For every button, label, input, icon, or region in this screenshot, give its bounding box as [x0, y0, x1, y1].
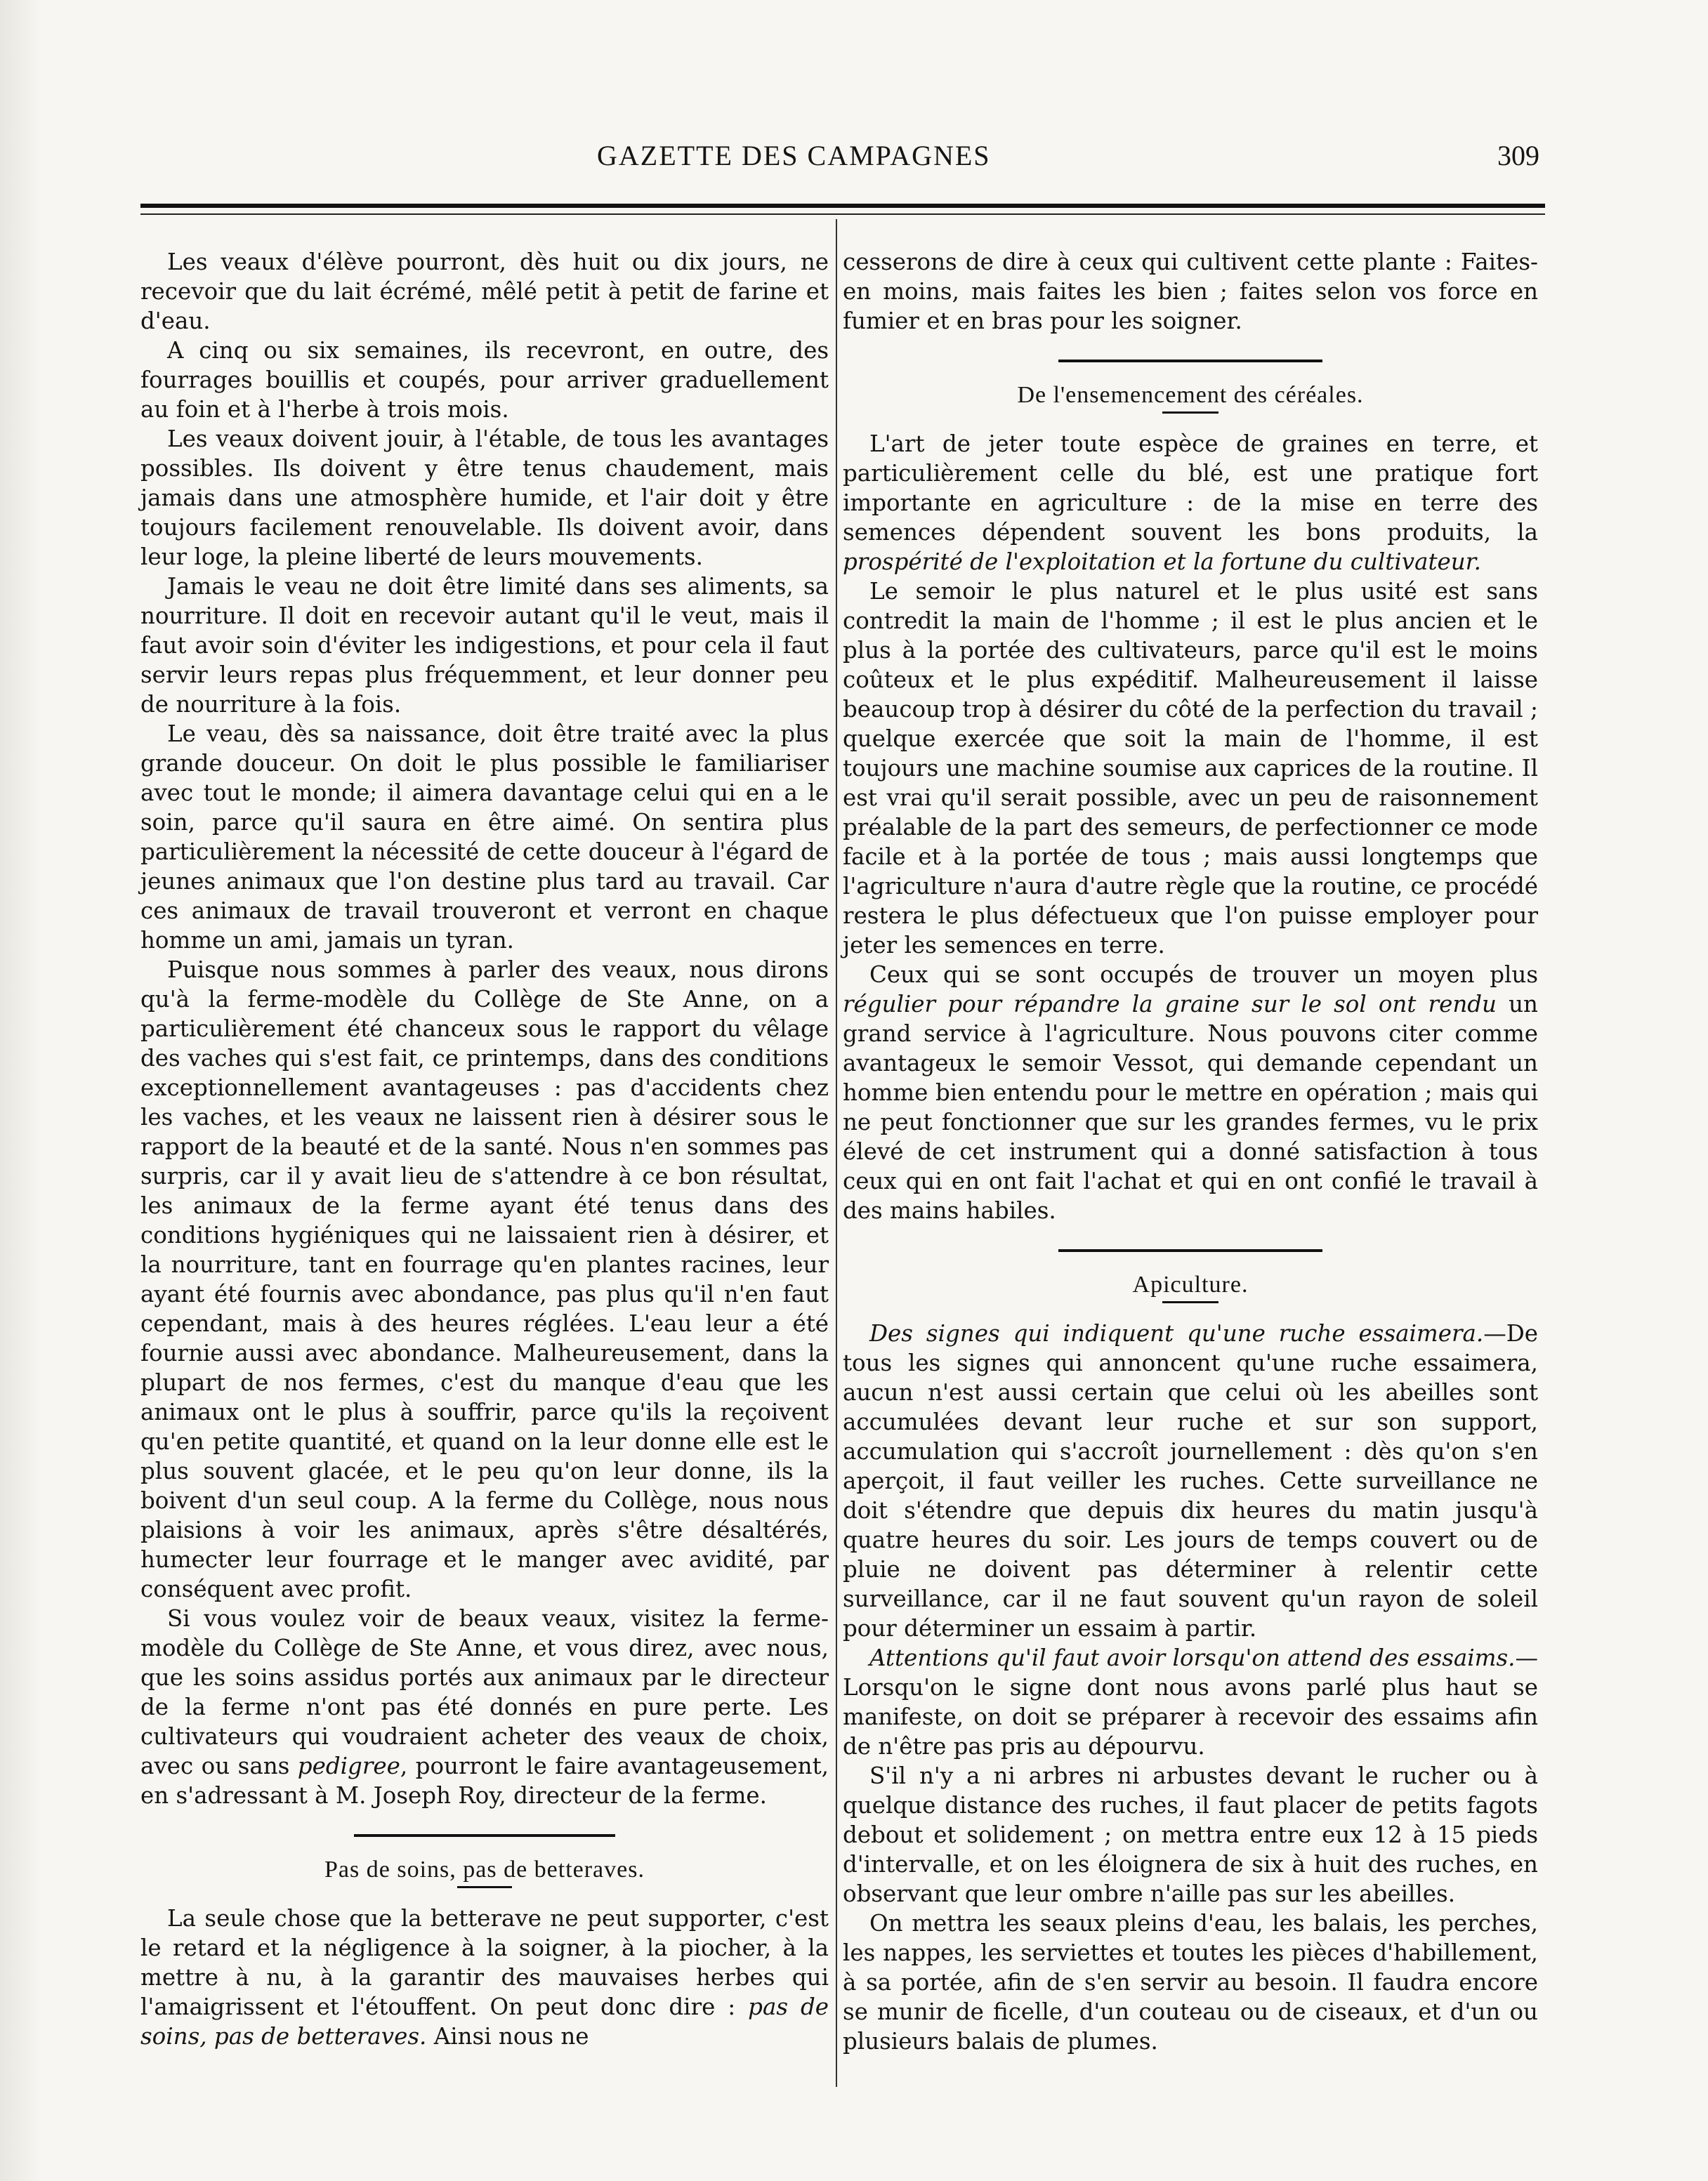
section-rule [1058, 360, 1322, 362]
italic-text: Des signes qui indiquent qu'une ruche essaimera. [869, 1320, 1484, 1347]
paragraph: Les veaux doivent jouir, à l'étable, de tous les avantages possibles. Ils doivent y être tenus chaudement, mais jamais dans une atmosphère humide, et l'air doit y être toujours facilement renouvelable. Ils doivent avoir, dans leur loge, la pleine liberté de leurs mouvements. [140, 426, 829, 570]
header-rule-thin [140, 213, 1545, 215]
text-run: —Lorsqu'on le signe dont nous avons parlé plus haut se manifeste, on doit se préparer à recevoir des essaims afin de n'être pas pris au dépourvu. [843, 1645, 1538, 1760]
section-heading: Pas de soins, pas de betteraves. [324, 1857, 645, 1883]
paragraph: cesserons de dire à ceux qui cultivent cette plante : Faites-en moins, mais faites les bien ; faites selon vos force en fumier et en bras pour les soigner. [843, 249, 1538, 334]
paragraph: Jamais le veau ne doit être limité dans ses aliments, sa nourriture. Il doit en recevoir autant qu'il le veut, mais il faut avoir soin d'éviter les indigestions, et pour cela il faut servir leurs repas plus fréquemment, et leur donner peu de nourriture à la fois. [140, 573, 829, 718]
section-rule [1058, 1249, 1322, 1252]
text-run: Si vous voulez voir de beaux veaux, visitez la ferme-modèle du Collège de Ste Anne, et vous direz, avec nous, que les soins assidus portés aux animaux par le directeur de la ferme n'ont pas été donnés en pure perte. Les cultivateurs qui voudraient acheter des veaux de choix, avec ou sans [140, 1605, 829, 1779]
paragraph [843, 1319, 1538, 1643]
italic-text: Attentions qu'il faut avoir lorsqu'on attend des essaims. [869, 1645, 1516, 1671]
text-run: Ainsi nous ne [426, 2023, 589, 2050]
paragraph [843, 1643, 1538, 1761]
heading-dash [1162, 411, 1218, 414]
text-run: , pourront le faire avantageusement, en s'adressant à M. Joseph Roy, directeur de la ferme. [140, 1753, 829, 1809]
text-run: La seule chose que la betterave ne peut supporter, c'est le retard et la négligence à la soigner, à la piocher, à la mettre à nu, à la garantir des mauvaises herbes qui l'amaigrissent et l'étouffent. On peut donc dire : [140, 1905, 829, 2020]
paragraph [140, 1604, 829, 1810]
paragraph [843, 960, 1538, 1225]
italic-text: prospérité de l'exploitation et la fortune du cultivateur. [843, 548, 1481, 575]
page-header [140, 139, 1545, 181]
text-run: Ceux qui se sont occupés de trouver un moyen plus [869, 961, 1538, 988]
paragraph: A cinq ou six semaines, ils recevront, en outre, des fourrages bouillis et coupés, pour arriver graduellement au foin et à l'herbe à trois mois. [140, 337, 829, 423]
italic-text: pedigree [297, 1753, 400, 1779]
page-edge-shadow [0, 0, 42, 2181]
section-heading: De l'ensemencement des céréales. [1017, 382, 1364, 408]
paragraph: On mettra les seaux pleins d'eau, les balais, les perches, les nappes, les serviettes et toutes les pièces d'habillement, à sa portée, afin de s'en servir au besoin. Il faudra encore se munir de ficelle, d'un couteau ou de ciseaux, et d'un ou plusieurs balais de plumes. [843, 1910, 1538, 2055]
paragraph: Le veau, dès sa naissance, doit être traité avec la plus grande douceur. On doit le plus possible le familiariser avec tout le monde; il aimera davantage celui qui en a le soin, parce qu'il saura en être aimé. On sentira plus particulièrement la nécessité de cette douceur à l'égard de jeunes animaux que l'on destine plus tard au travail. Car ces animaux de travail trouveront et verront en chaque homme un ami, jamais un tyran. [140, 720, 829, 954]
paragraph: S'il n'y a ni arbres ni arbustes devant le rucher ou à quelque distance des ruches, il faut placer de petits fagots debout et solidement ; on mettra entre eux 12 à 15 pieds d'intervalle, et on les éloignera de six à huit des ruches, en observant que leur ombre n'aille pas sur les abeilles. [843, 1762, 1538, 1907]
page-number: 309 [1497, 140, 1539, 171]
italic-text: régulier pour répandre la graine sur le sol ont rendu [843, 991, 1497, 1017]
paragraph: Puisque nous sommes à parler des veaux, nous dirons qu'à la ferme-modèle du Collège de Ste Anne, on a particulièrement été chanceux sous le rapport du vêlage des vaches qui s'est fait, ce printemps, dans des conditions exceptionnellement avantageuses : pas d'accidents chez les vaches, et les veaux ne laissent rien à désirer sous le rapport de la beauté et de la santé. Nous n'en sommes pas surpris, car il y avait lieu de s'attendre à ce bon résultat, les animaux de la ferme ayant été tenus dans des conditions hygiéniques qui ne laissaient rien à désirer, et la nourriture, tant en fourrage qu'en plantes racines, leur ayant été fournis avec abondance, pas plus qu'il n'en faut cependant, mais à des heures réglées. L'eau leur a été fournie aussi avec abondance. Malheureusement, dans la plupart de nos fermes, c'est du manque d'eau que les animaux ont le plus à souffrir, parce qu'ils la reçoivent qu'en petite quantité, et quand on la leur donne elle est le plus souvent glacée, et le peu qu'on leur donne, ils la boivent d'un seul coup. A la ferme du Collège, nous nous plaisions à voir les animaux, après s'être désaltérés, humecter leur fourrage et le manger avec avidité, par conséquent avec profit. [140, 956, 829, 1602]
paragraph [843, 429, 1538, 576]
left-column [140, 247, 829, 2051]
running-title: GAZETTE DES CAMPAGNES [597, 140, 991, 171]
section-rule [354, 1834, 615, 1837]
heading-dash [457, 1886, 512, 1888]
header-rule-thick [140, 204, 1545, 208]
text-run: —De tous les signes qui annoncent qu'une ruche essaimera, aucun n'est aussi certain que celui où les abeilles sont accumulées devant leur ruche et sur son support, accumulation qui s'accroît journellement : dès qu'on s'en aperçoit, il faut veiller les ruches. Cette surveillance ne doit s'étendre que depuis dix heures du matin jusqu'à quatre heures du soir. Les jours de temps couvert ou de pluie ne doivent pas déterminer à relentir cette surveillance, car il ne faut souvent qu'un rayon de soleil pour déterminer un essaim à partir. [843, 1320, 1538, 1642]
paragraph [140, 1904, 829, 2051]
section-heading: Apiculture. [1132, 1272, 1249, 1298]
right-column [843, 247, 1538, 2056]
italic-text: pas de soins, pas de betteraves. [140, 1994, 829, 2050]
text-run: L'art de jeter toute espèce de graines en terre, et particulièrement celle du blé, est une pratique fort importante en agriculture : de la mise en terre des semences dépendent souvent les bons produits, la [843, 430, 1538, 546]
paragraph: Le semoir le plus naturel et le plus usité est sans contredit la main de l'homme ; il est le plus ancien et le plus à la portée des cultivateurs, parce qu'il est le moins coûteux et le plus expéditif. Malheureusement il laisse beaucoup trop à désirer du côté de la perfection du travail ; quelque exercée que soit la main de l'homme, il est toujours une machine soumise aux caprices de la routine. Il est vrai qu'il serait possible, avec un peu de raisonnement préalable de la part des semeurs, de perfectionner ce mode facile et à la portée de tous ; mais aussi longtemps que l'agriculture n'aura d'autre règle que la routine, ce procédé restera le plus défectueux que l'on puisse employer pour jeter les semences en terre. [843, 578, 1538, 958]
heading-dash [1162, 1301, 1218, 1303]
paragraph: Les veaux d'élève pourront, dès huit ou dix jours, ne recevoir que du lait écrémé, mêlé petit à petit de farine et d'eau. [140, 249, 829, 334]
column-divider [836, 219, 837, 2087]
text-run: un grand service à l'agriculture. Nous pouvons citer comme avantageux le semoir Vessot, qui demande cependant un homme bien entendu pour le mettre en opération ; mais qui ne peut fonctionner que sur les grandes fermes, vu le prix élevé de cet instrument qui a donné satisfaction à tous ceux qui en ont fait l'achat et qui en ont confié le travail à des mains habiles. [843, 991, 1538, 1224]
